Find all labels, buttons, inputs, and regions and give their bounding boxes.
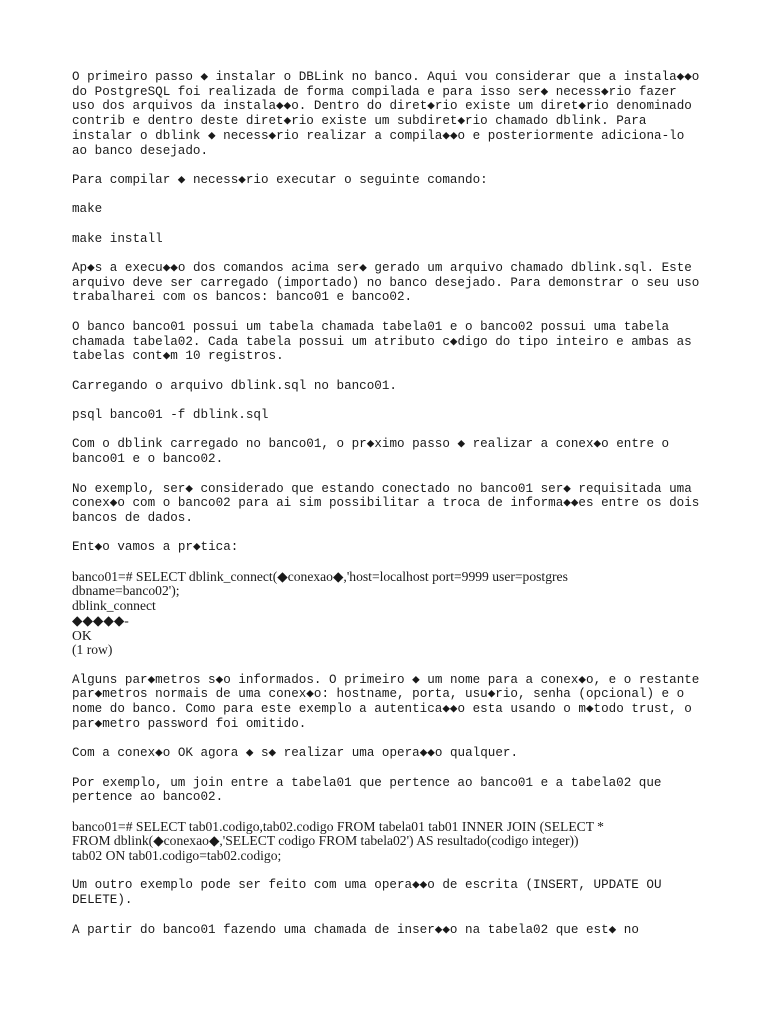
text-line: dbname=banco02'); — [72, 583, 180, 599]
paragraph — [72, 776, 708, 805]
text-line: psql banco01 -f dblink.sql — [72, 408, 269, 423]
text-line: No exemplo, ser◆ considerado que estando conectado no banco01 ser◆ requisitada uma — [72, 481, 692, 496]
text-line: (1 row) — [72, 642, 113, 658]
text-line: Carregando o arquivo dblink.sql no banco01. — [72, 378, 397, 393]
text-line: par◆metros normais de uma conex◆o: hostname, porta, usu◆rio, senha (opcional) e o — [72, 687, 685, 702]
text-line: trabalharei com os bancos: banco01 e banco02. — [72, 290, 413, 305]
paragraph — [72, 173, 708, 188]
text-line: par◆metro password foi omitido. — [72, 716, 307, 731]
paragraph — [72, 540, 708, 555]
text-line: chamada tabela02. Cada tabela possui um atributo c◆digo do tipo inteiro e ambas as — [72, 334, 692, 349]
text-line: uso dos arquivos da instala◆◆o. Dentro do diret◆rio existe um diret◆rio denominado — [72, 99, 692, 114]
paragraph — [72, 232, 708, 247]
text-line: make — [72, 202, 103, 217]
text-line: banco01=# SELECT tab01.codigo,tab02.codigo FROM tabela01 tab01 INNER JOIN (SELECT * — [72, 818, 604, 834]
text-line: tabelas cont◆m 10 registros. — [72, 349, 284, 364]
text-line: Por exemplo, um join entre a tabela01 que pertence ao banco01 e a tabela02 que — [72, 775, 662, 790]
paragraph — [72, 437, 708, 466]
document-body — [72, 70, 708, 937]
text-line: OK — [72, 627, 92, 643]
text-line: banco01=# SELECT dblink_connect(◆conexao◆,'host=localhost port=9999 user=postgres — [72, 568, 568, 584]
text-line: A partir do banco01 fazendo uma chamada de inser◆◆o na tabela02 que est◆ no — [72, 922, 639, 937]
text-line: banco01 e o banco02. — [72, 452, 224, 467]
paragraph — [72, 482, 708, 526]
text-line: ao banco desejado. — [72, 143, 209, 158]
text-line: tab02 ON tab01.codigo=tab02.codigo; — [72, 848, 282, 864]
paragraph — [72, 923, 708, 938]
paragraph — [72, 70, 708, 158]
text-line: do PostgreSQL foi realizada de forma compilada e para isso ser◆ necess◆rio fazer — [72, 84, 677, 99]
paragraph — [72, 379, 708, 394]
text-line: conex◆o com o banco02 para ai sim possibilitar a troca de informa◆◆es entre os dois — [72, 496, 700, 511]
text-line: dblink_connect — [72, 598, 156, 614]
text-line: Com o dblink carregado no banco01, o pr◆ximo passo ◆ realizar a conex◆o entre o — [72, 437, 670, 452]
paragraph — [72, 408, 708, 423]
text-line: nome do banco. Como para este exemplo a autentica◆◆o esta usando o m◆todo trust, o — [72, 702, 692, 717]
text-line: Ent◆o vamos a pr◆tica: — [72, 540, 239, 555]
text-line: instalar o dblink ◆ necess◆rio realizar a compila◆◆o e posteriormente adiciona-lo — [72, 128, 685, 143]
text-line: O banco banco01 possui um tabela chamada tabela01 e o banco02 possui uma tabela — [72, 319, 670, 334]
text-line: O primeiro passo ◆ instalar o DBLink no banco. Aqui vou considerar que a instala◆◆o — [72, 70, 700, 84]
text-line: Um outro exemplo pode ser feito com uma opera◆◆o de escrita (INSERT, UPDATE OU — [72, 878, 662, 893]
paragraph — [72, 320, 708, 364]
text-line: DELETE). — [72, 893, 133, 908]
paragraph — [72, 673, 708, 732]
text-line: contrib e dentro deste diret◆rio existe um subdiret◆rio chamado dblink. Para — [72, 114, 647, 129]
text-line: Para compilar ◆ necess◆rio executar o seguinte comando: — [72, 172, 488, 187]
paragraph — [72, 202, 708, 217]
text-line: bancos de dados. — [72, 510, 193, 525]
paragraph — [72, 746, 708, 761]
text-line: ◆◆◆◆◆- — [72, 612, 129, 628]
text-line: FROM dblink(◆conexao◆,'SELECT codigo FROM tabela02') AS resultado(codigo integer)) — [72, 833, 579, 849]
paragraph — [72, 261, 708, 305]
code-block — [72, 570, 708, 658]
text-line: make install — [72, 231, 163, 246]
text-line: pertence ao banco02. — [72, 790, 224, 805]
text-line: Alguns par◆metros s◆o informados. O primeiro ◆ um nome para a conex◆o, e o restante — [72, 672, 700, 687]
code-block — [72, 820, 708, 864]
text-line: Com a conex◆o OK agora ◆ s◆ realizar uma opera◆◆o qualquer. — [72, 746, 519, 761]
text-line: arquivo deve ser carregado (importado) no banco desejado. Para demonstrar o seu uso — [72, 275, 700, 290]
text-line: Ap◆s a execu◆◆o dos comandos acima ser◆ gerado um arquivo chamado dblink.sql. Este — [72, 261, 692, 276]
paragraph — [72, 878, 708, 907]
